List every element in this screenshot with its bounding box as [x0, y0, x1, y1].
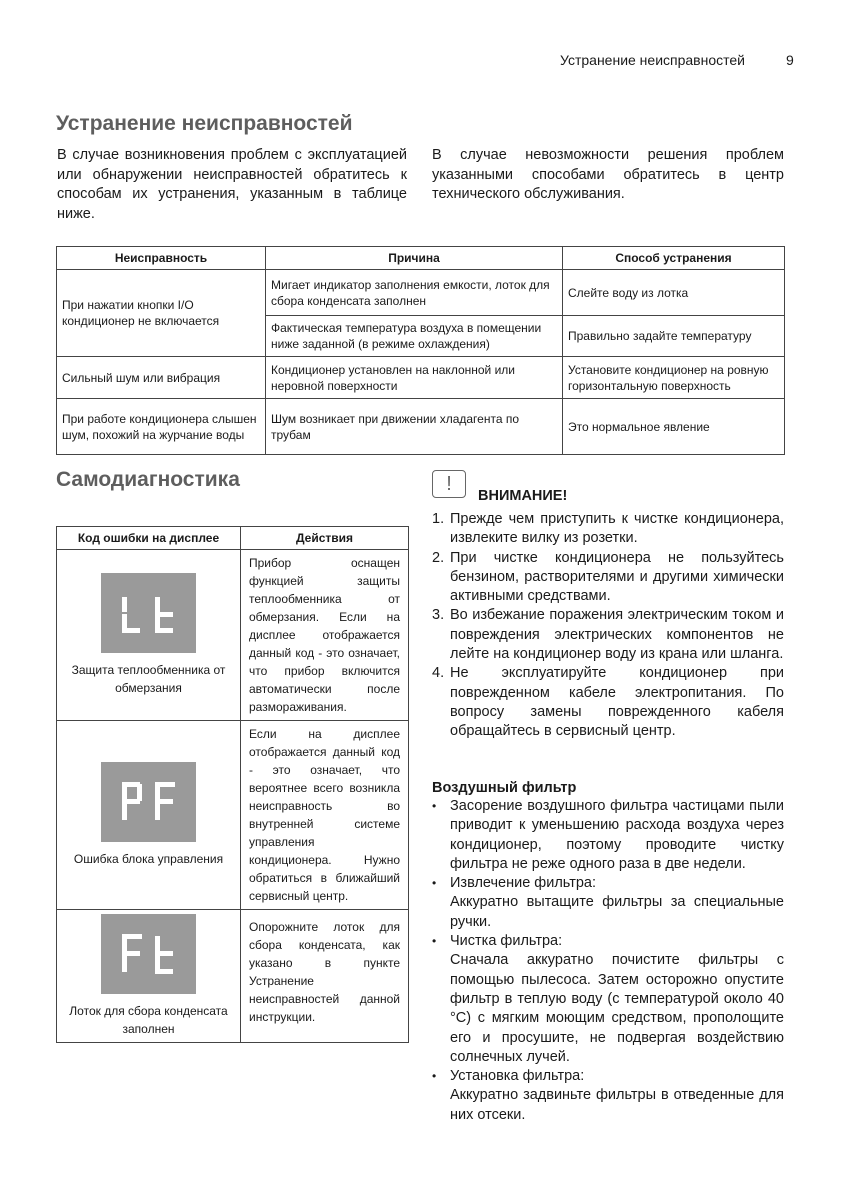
code-label: Защита теплообменника от обмерзания: [71, 663, 226, 695]
display-ft-icon: [101, 914, 196, 994]
display-lt-icon: [101, 573, 196, 653]
list-item: 4. Не эксплуатируйте кондиционер при поврежденном кабеле электропитания. По вопросу замены поврежденного кабеля обращайтесь в сервисный центр.: [432, 665, 784, 740]
page-number: 9: [786, 52, 794, 68]
problem-cell: При работе кондиционера слышен шум, похожий на журчание воды: [57, 399, 266, 455]
cause-cell: Кондиционер установлен на наклонной или неровной поверхности: [266, 357, 563, 399]
filter-title: Воздушный фильтр: [432, 780, 577, 796]
selfdiag-table: [56, 526, 409, 1043]
action-cell: Прибор оснащен функцией защиты теплообменника от обмерзания. Если на дисплее отображается данный код - это означает, что прибор включится автоматически после размораживания.: [241, 550, 409, 721]
seven-segment-pf: [116, 780, 182, 824]
remedy-cell: Это нормальное явление: [563, 399, 785, 455]
selfdiag-title: Самодиагностика: [56, 468, 240, 491]
troubleshooting-title: Устранение неисправностей: [56, 112, 353, 135]
filter-list: [432, 797, 784, 1125]
list-item: • Извлечение фильтра: Аккуратно вытащите фильтры за специальные ручки.: [432, 875, 784, 930]
seven-segment-lt: [116, 591, 182, 635]
list-item: • Засорение воздушного фильтра частицами пыли приводит к уменьшению расхода воздуха через кондиционер, поэтому проводите чистку фильтра не реже одного раза в две недели.: [432, 798, 784, 872]
warning-title: ВНИМАНИЕ!: [478, 488, 568, 504]
problem-cell: При нажатии кнопки I/O кондиционер не включается: [57, 270, 266, 357]
list-item: • Чистка фильтра: Сначала аккуратно почистите фильтры с помощью пылесоса. Затем осторожно опустите фильтр в теплую воду (с температурой около 40 °C) с мягким моющим средством, прополощите его и просушите, не подвергая воздействию солнечных лучей.: [432, 933, 784, 1065]
page-header-section: Устранение неисправностей: [560, 52, 745, 68]
list-item: 1. Прежде чем приступить к чистке кондиционера, извлеките вилку из розетки.: [432, 511, 784, 547]
problem-cell: Сильный шум или вибрация: [57, 357, 266, 399]
action-cell: Опорожните лоток для сбора конденсата, как указано в пункте Устранение неисправностей данной инструкции.: [241, 910, 409, 1043]
remedy-cell: Правильно задайте температуру: [563, 316, 785, 357]
cause-cell: Фактическая температура воздуха в помещении ниже заданной (в режиме охлаждения): [266, 316, 563, 357]
code-label: Лоток для сбора конденсата заполнен: [69, 1004, 228, 1036]
code-label: Ошибка блока управления: [73, 852, 224, 866]
troubleshooting-table: [56, 246, 785, 455]
col-header-cause: Причина: [266, 247, 563, 270]
list-item: 2. При чистке кондиционера не пользуйтесь бензином, растворителями и другими химически активными средствами.: [432, 549, 784, 605]
display-pf-icon: [101, 762, 196, 842]
remedy-cell: Установите кондиционер на ровную горизонтальную поверхность: [563, 357, 785, 399]
action-cell: Если на дисплее отображается данный код - это означает, что вероятнее всего возникла неисправность во внутренней системе управления кондиционера. Нужно обратиться в ближайший сервисный центр.: [241, 721, 409, 910]
intro-left: В случае возникновения проблем с эксплуатацией или обнаружении неисправностей обратитесь к способам их устранения, указанным в таблице ниже.: [57, 147, 407, 222]
col-header-code: Код ошибки на дисплее: [57, 527, 241, 550]
seven-segment-ft: [116, 932, 182, 976]
cause-cell: Шум возникает при движении хладагента по трубам: [266, 399, 563, 455]
list-item: • Установка фильтра: Аккуратно задвиньте фильтры в отведенные для них отсеки.: [432, 1068, 784, 1123]
col-header-problem: Неисправность: [57, 247, 266, 270]
col-header-remedy: Способ устранения: [563, 247, 785, 270]
cause-cell: Мигает индикатор заполнения емкости, лоток для сбора конденсата заполнен: [266, 270, 563, 316]
list-item: 3. Во избежание поражения электрическим током и повреждения электрических компонентов не лейте на кондиционер воду из крана или шланга.: [432, 607, 784, 663]
remedy-cell: Слейте воду из лотка: [563, 270, 785, 316]
warning-list: [432, 510, 784, 742]
intro-right: В случае невозможности решения проблем указанными способами обратитесь в центр технического обслуживания.: [432, 147, 784, 202]
col-header-actions: Действия: [241, 527, 409, 550]
exclamation-icon: !: [432, 470, 466, 498]
